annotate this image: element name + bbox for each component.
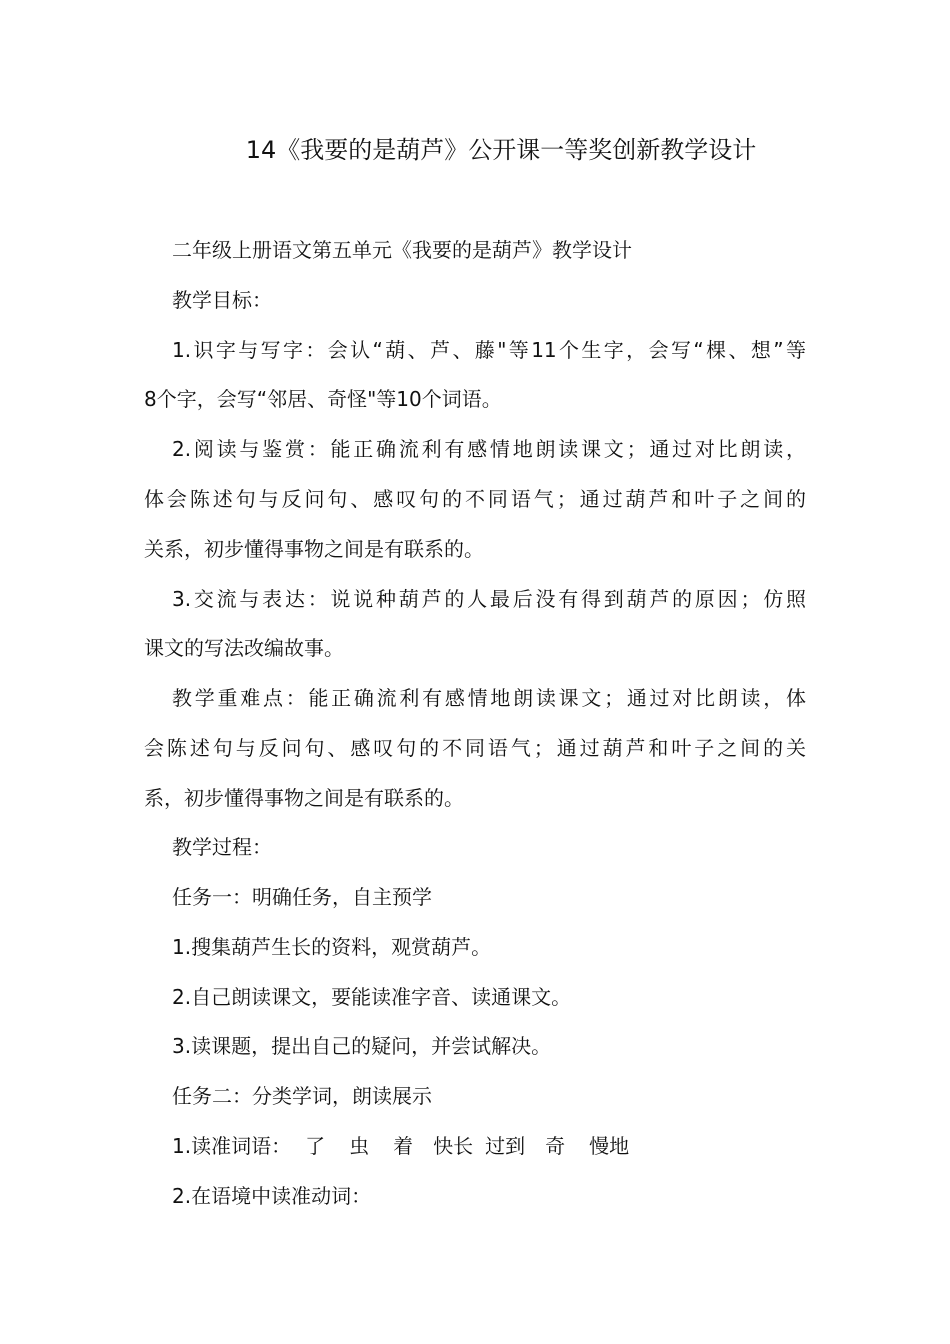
word-item: 虫 <box>349 1134 370 1158</box>
key-points-line-2: 会陈述句与反问句、感叹句的不同语气；通过葫芦和叶子之间的关 <box>144 736 806 760</box>
word-item: 奇 <box>545 1134 566 1158</box>
page-title: 14《我要的是葫芦》公开课一等奖创新教学设计 <box>245 136 757 164</box>
objective-1-line-2: 8个字，会写“邻居、奇怪"等10个词语。 <box>144 387 502 411</box>
heading-process: 教学过程： <box>172 835 272 859</box>
word-item: 过到 <box>485 1134 526 1158</box>
paragraph-intro: 二年级上册语文第五单元《我要的是葫芦》教学设计 <box>172 238 632 262</box>
word-item: 慢地 <box>589 1134 630 1158</box>
task-1-step-1: 1.搜集葫芦生长的资料，观赏葫芦。 <box>172 935 492 959</box>
words-label: 1.读准词语： <box>172 1134 292 1158</box>
task-2-step-1 <box>172 1131 629 1161</box>
objective-3-line-2: 课文的写法改编故事。 <box>144 636 344 660</box>
heading-objectives: 教学目标： <box>172 288 272 312</box>
task-2-heading: 任务二：分类学词，朗读展示 <box>172 1084 432 1108</box>
objective-2-line-2: 体会陈述句与反问句、感叹句的不同语气；通过葫芦和叶子之间的 <box>144 487 806 511</box>
word-item: 着 <box>393 1134 414 1158</box>
objective-1-line-1: 1.识字与写字：会认“葫、芦、藤"等11个生字，会写“棵、想”等 <box>172 338 806 362</box>
key-points-line-1: 教学重难点：能正确流利有感情地朗读课文；通过对比朗读，体 <box>172 686 806 710</box>
task-1-step-2: 2.自己朗读课文，要能读准字音、读通课文。 <box>172 985 572 1009</box>
task-1-step-3: 3.读课题，提出自己的疑问，并尝试解决。 <box>172 1034 552 1058</box>
objective-2-line-3: 关系，初步懂得事物之间是有联系的。 <box>144 537 484 561</box>
task-1-heading: 任务一：明确任务，自主预学 <box>172 885 432 909</box>
key-points-line-3: 系，初步懂得事物之间是有联系的。 <box>144 786 464 810</box>
word-item: 了 <box>305 1134 326 1158</box>
objective-2-line-1: 2.阅读与鉴赏：能正确流利有感情地朗读课文；通过对比朗读， <box>172 437 806 461</box>
word-item: 快长 <box>433 1134 474 1158</box>
task-2-step-2: 2.在语境中读准动词： <box>172 1184 372 1208</box>
objective-3-line-1: 3.交流与表达：说说种葫芦的人最后没有得到葫芦的原因；仿照 <box>172 587 806 611</box>
